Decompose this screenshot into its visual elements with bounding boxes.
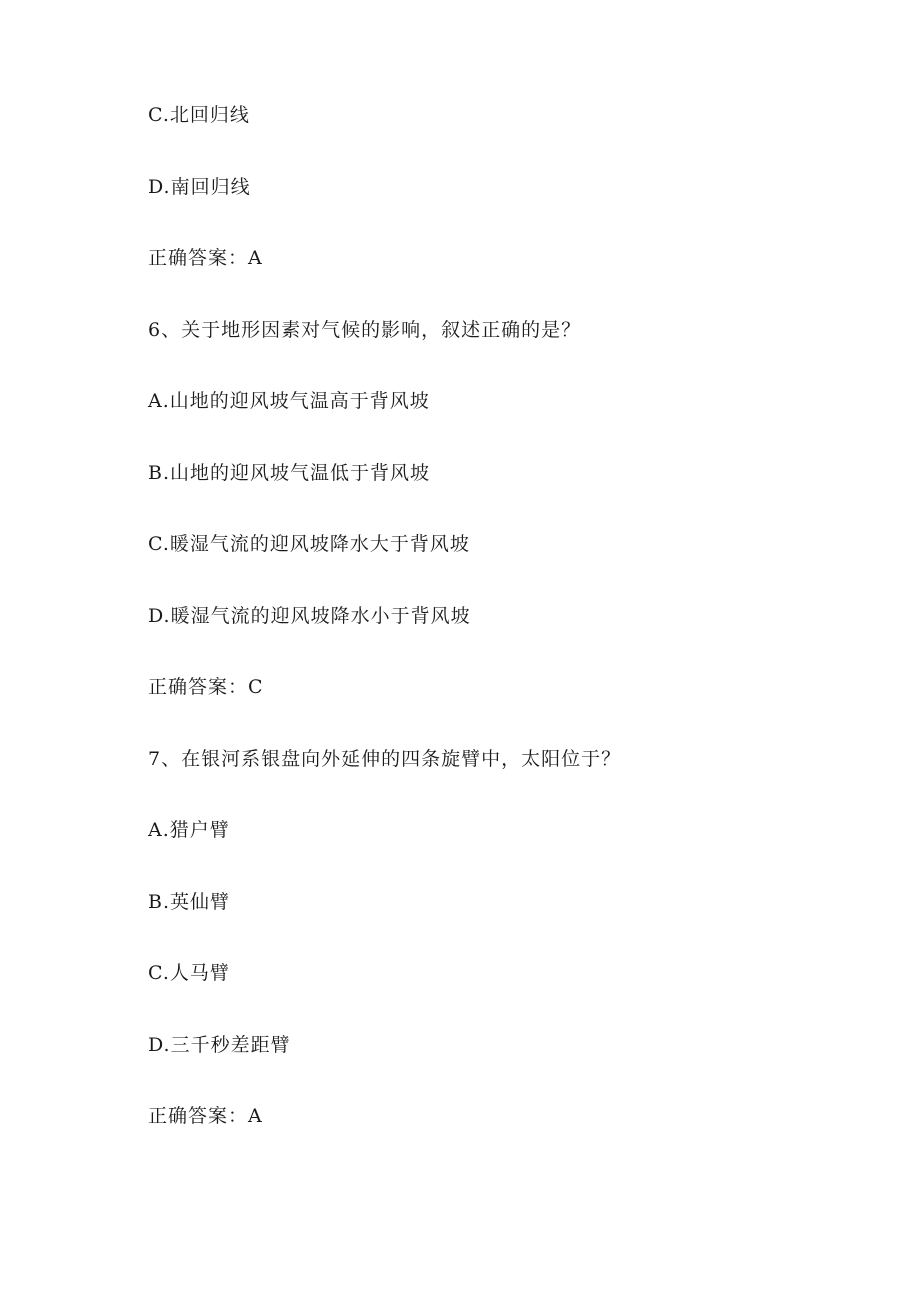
option-6b: B.山地的迎风坡气温低于背风坡 xyxy=(148,461,431,484)
option-5c: C.北回归线 xyxy=(148,104,250,126)
question-7: 7、在银河系银盘向外延伸的四条旋臂中，太阳位于？ xyxy=(148,747,622,770)
option-6a: A.山地的迎风坡气温高于背风坡 xyxy=(148,390,430,412)
answer-5: 正确答案：A xyxy=(148,247,263,269)
question-6: 6、关于地形因素对气候的影响，叙述正确的是？ xyxy=(148,318,582,341)
option-7a: A.猎户臂 xyxy=(148,819,230,841)
answer-6: 正确答案：C xyxy=(148,676,264,698)
option-7b: B.英仙臂 xyxy=(148,890,231,913)
document-page xyxy=(148,100,860,1173)
option-6d: D.暖湿气流的迎风坡降水小于背风坡 xyxy=(148,604,471,627)
option-7d: D.三千秒差距臂 xyxy=(148,1033,291,1056)
answer-7: 正确答案：A xyxy=(148,1105,263,1127)
option-7c: C.人马臂 xyxy=(148,962,230,984)
option-6c: C.暖湿气流的迎风坡降水大于背风坡 xyxy=(148,533,470,555)
option-5d: D.南回归线 xyxy=(148,175,251,198)
